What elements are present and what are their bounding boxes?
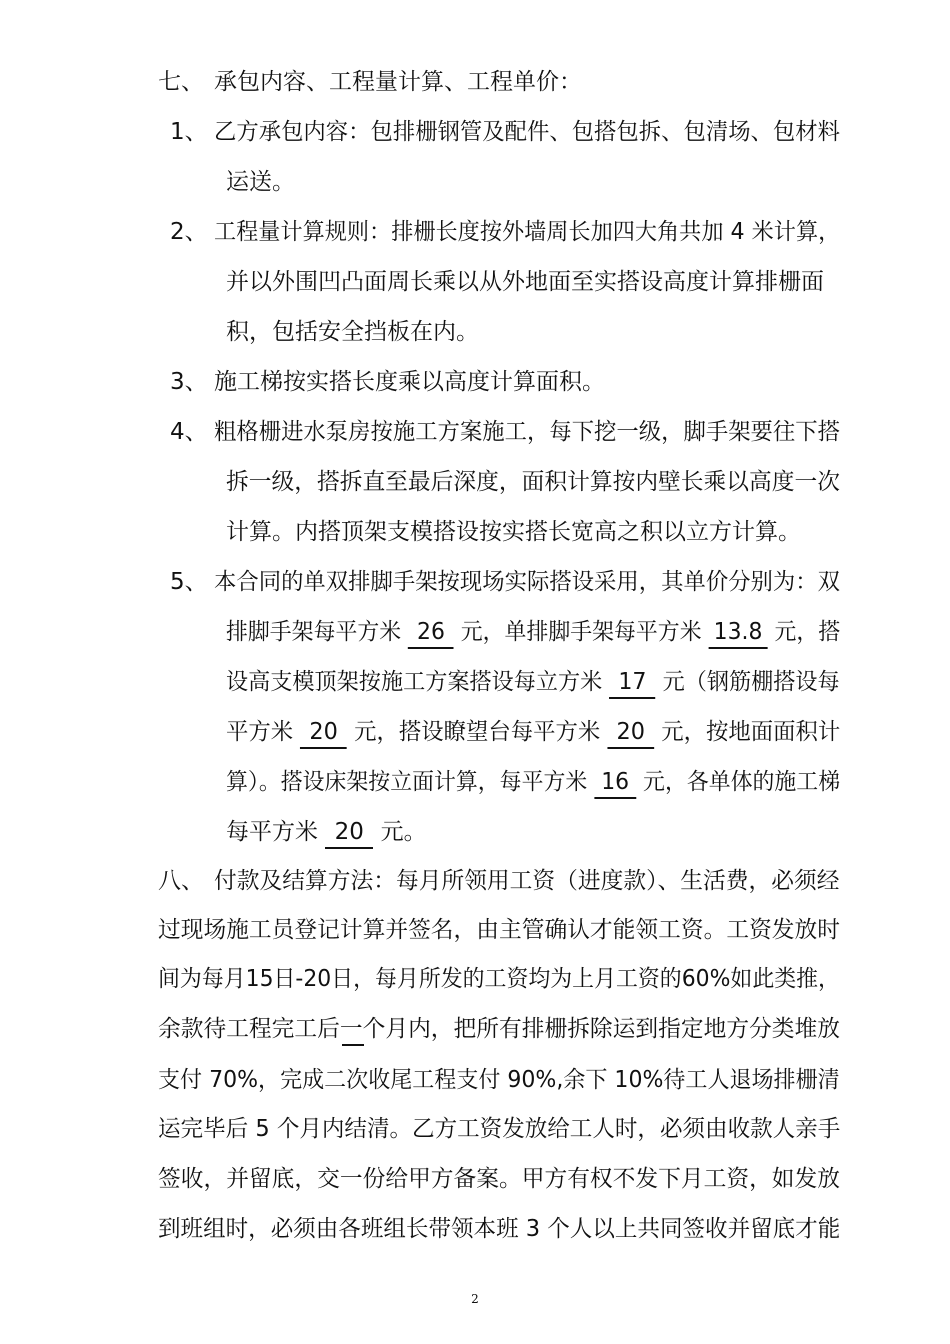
item-5-text: 元（钢筋棚搭设每 xyxy=(662,669,840,695)
section-8-line-8: 到班组时，必须由各班组长带领本班 3 个人以上共同签收并留底才能 xyxy=(158,1216,841,1242)
section-8-line-5: 支付 70%，完成二次收尾工程支付 90%,余下 10%待工人退场排栅清 xyxy=(158,1067,840,1093)
section-8-line-2: 过现场施工员登记计算并签名，由主管确认才能领工资。工资发放时 xyxy=(158,917,840,943)
item-1-line-2: 运送。 xyxy=(226,169,295,195)
section-8-line-3: 间为每月15日-20日，每月所发的工资均为上月工资的60%如此类推， xyxy=(158,966,840,992)
price-watchtower: 20 xyxy=(607,717,654,749)
section-8-number: 八、 xyxy=(158,868,204,894)
section-7-title: 承包内容、工程量计算、工程单价： xyxy=(214,69,582,95)
price-bed-frame: 16 xyxy=(594,767,636,799)
item-1-number: 1、 xyxy=(170,119,208,145)
section-8-line-1: 付款及结算方法：每月所领用工资（进度款）、生活费，必须经 xyxy=(214,868,840,894)
item-4-line-3: 计算。内搭顶架支模搭设按实搭长宽高之积以立方计算。 xyxy=(226,519,801,545)
item-5-text: 元，搭设瞭望台每平方米 xyxy=(354,719,601,745)
price-single-scaffold: 13.8 xyxy=(709,617,768,649)
item-5-line-3 xyxy=(226,667,840,699)
price-high-formwork: 17 xyxy=(609,667,655,699)
price-double-scaffold: 26 xyxy=(408,617,454,649)
item-4-line-1: 粗格栅进水泵房按施工方案施工，每下挖一级，脚手架要往下搭 xyxy=(214,419,840,445)
item-5-text: 设高支模顶架按施工方案搭设每立方米 xyxy=(226,669,603,695)
item-5-line-5 xyxy=(226,767,840,799)
item-5-line-6 xyxy=(226,817,427,849)
item-4-line-2: 拆一级，搭拆直至最后深度，面积计算按内壁长乘以高度一次 xyxy=(226,469,840,495)
item-2-line-1: 工程量计算规则：排栅长度按外墙周长加四大角共加 4 米计算， xyxy=(214,219,841,245)
item-5-text: 元，按地面面积计 xyxy=(661,719,841,745)
item-2-line-2: 并以外围凹凸面周长乘以从外地面至实搭设高度计算排栅面 xyxy=(226,269,824,295)
item-5-text: 算）。搭设床架按立面计算，每平方米 xyxy=(226,769,588,795)
item-5-number: 5、 xyxy=(170,569,208,595)
item-5-text: 每平方米 xyxy=(226,819,318,845)
underline-mark xyxy=(342,1044,364,1046)
item-5-text: 元。 xyxy=(380,819,427,845)
item-2-number: 2、 xyxy=(170,219,208,245)
item-5-text: 平方米 xyxy=(226,719,294,745)
section-8-line-6: 运完毕后 5 个月内结清。乙方工资发放给工人时，必须由收款人亲手 xyxy=(158,1116,841,1142)
section-8-line-4: 余款待工程完工后一个月内，把所有排栅拆除运到指定地方分类堆放 xyxy=(158,1016,840,1042)
item-5-line-2 xyxy=(226,617,840,649)
item-5-text: 元，单排脚手架每平方米 xyxy=(460,619,702,645)
price-rebar-shed: 20 xyxy=(300,717,347,749)
item-3-number: 3、 xyxy=(170,369,208,395)
item-3-line-1: 施工梯按实搭长度乘以高度计算面积。 xyxy=(214,369,605,395)
item-4-number: 4、 xyxy=(170,419,208,445)
item-2-line-3: 积，包括安全挡板在内。 xyxy=(226,319,479,345)
item-5-text: 排脚手架每平方米 xyxy=(226,619,402,645)
section-8-line-7: 签收，并留底，交一份给甲方备案。甲方有权不发下月工资，如发放 xyxy=(158,1166,840,1192)
item-5-text: 元，各单体的施工梯 xyxy=(643,769,841,795)
section-7-number: 七、 xyxy=(158,69,204,95)
price-construction-ladder: 20 xyxy=(325,817,373,849)
item-1-line-1: 乙方承包内容：包排栅钢管及配件、包搭包拆、包清场、包材料 xyxy=(214,119,840,145)
page-number: 2 xyxy=(471,1292,479,1306)
item-5-text: 元，搭 xyxy=(774,619,841,645)
item-5-line-4 xyxy=(226,717,840,749)
item-5-line-1: 本合同的单双排脚手架按现场实际搭设采用，其单价分别为：双 xyxy=(214,569,840,595)
